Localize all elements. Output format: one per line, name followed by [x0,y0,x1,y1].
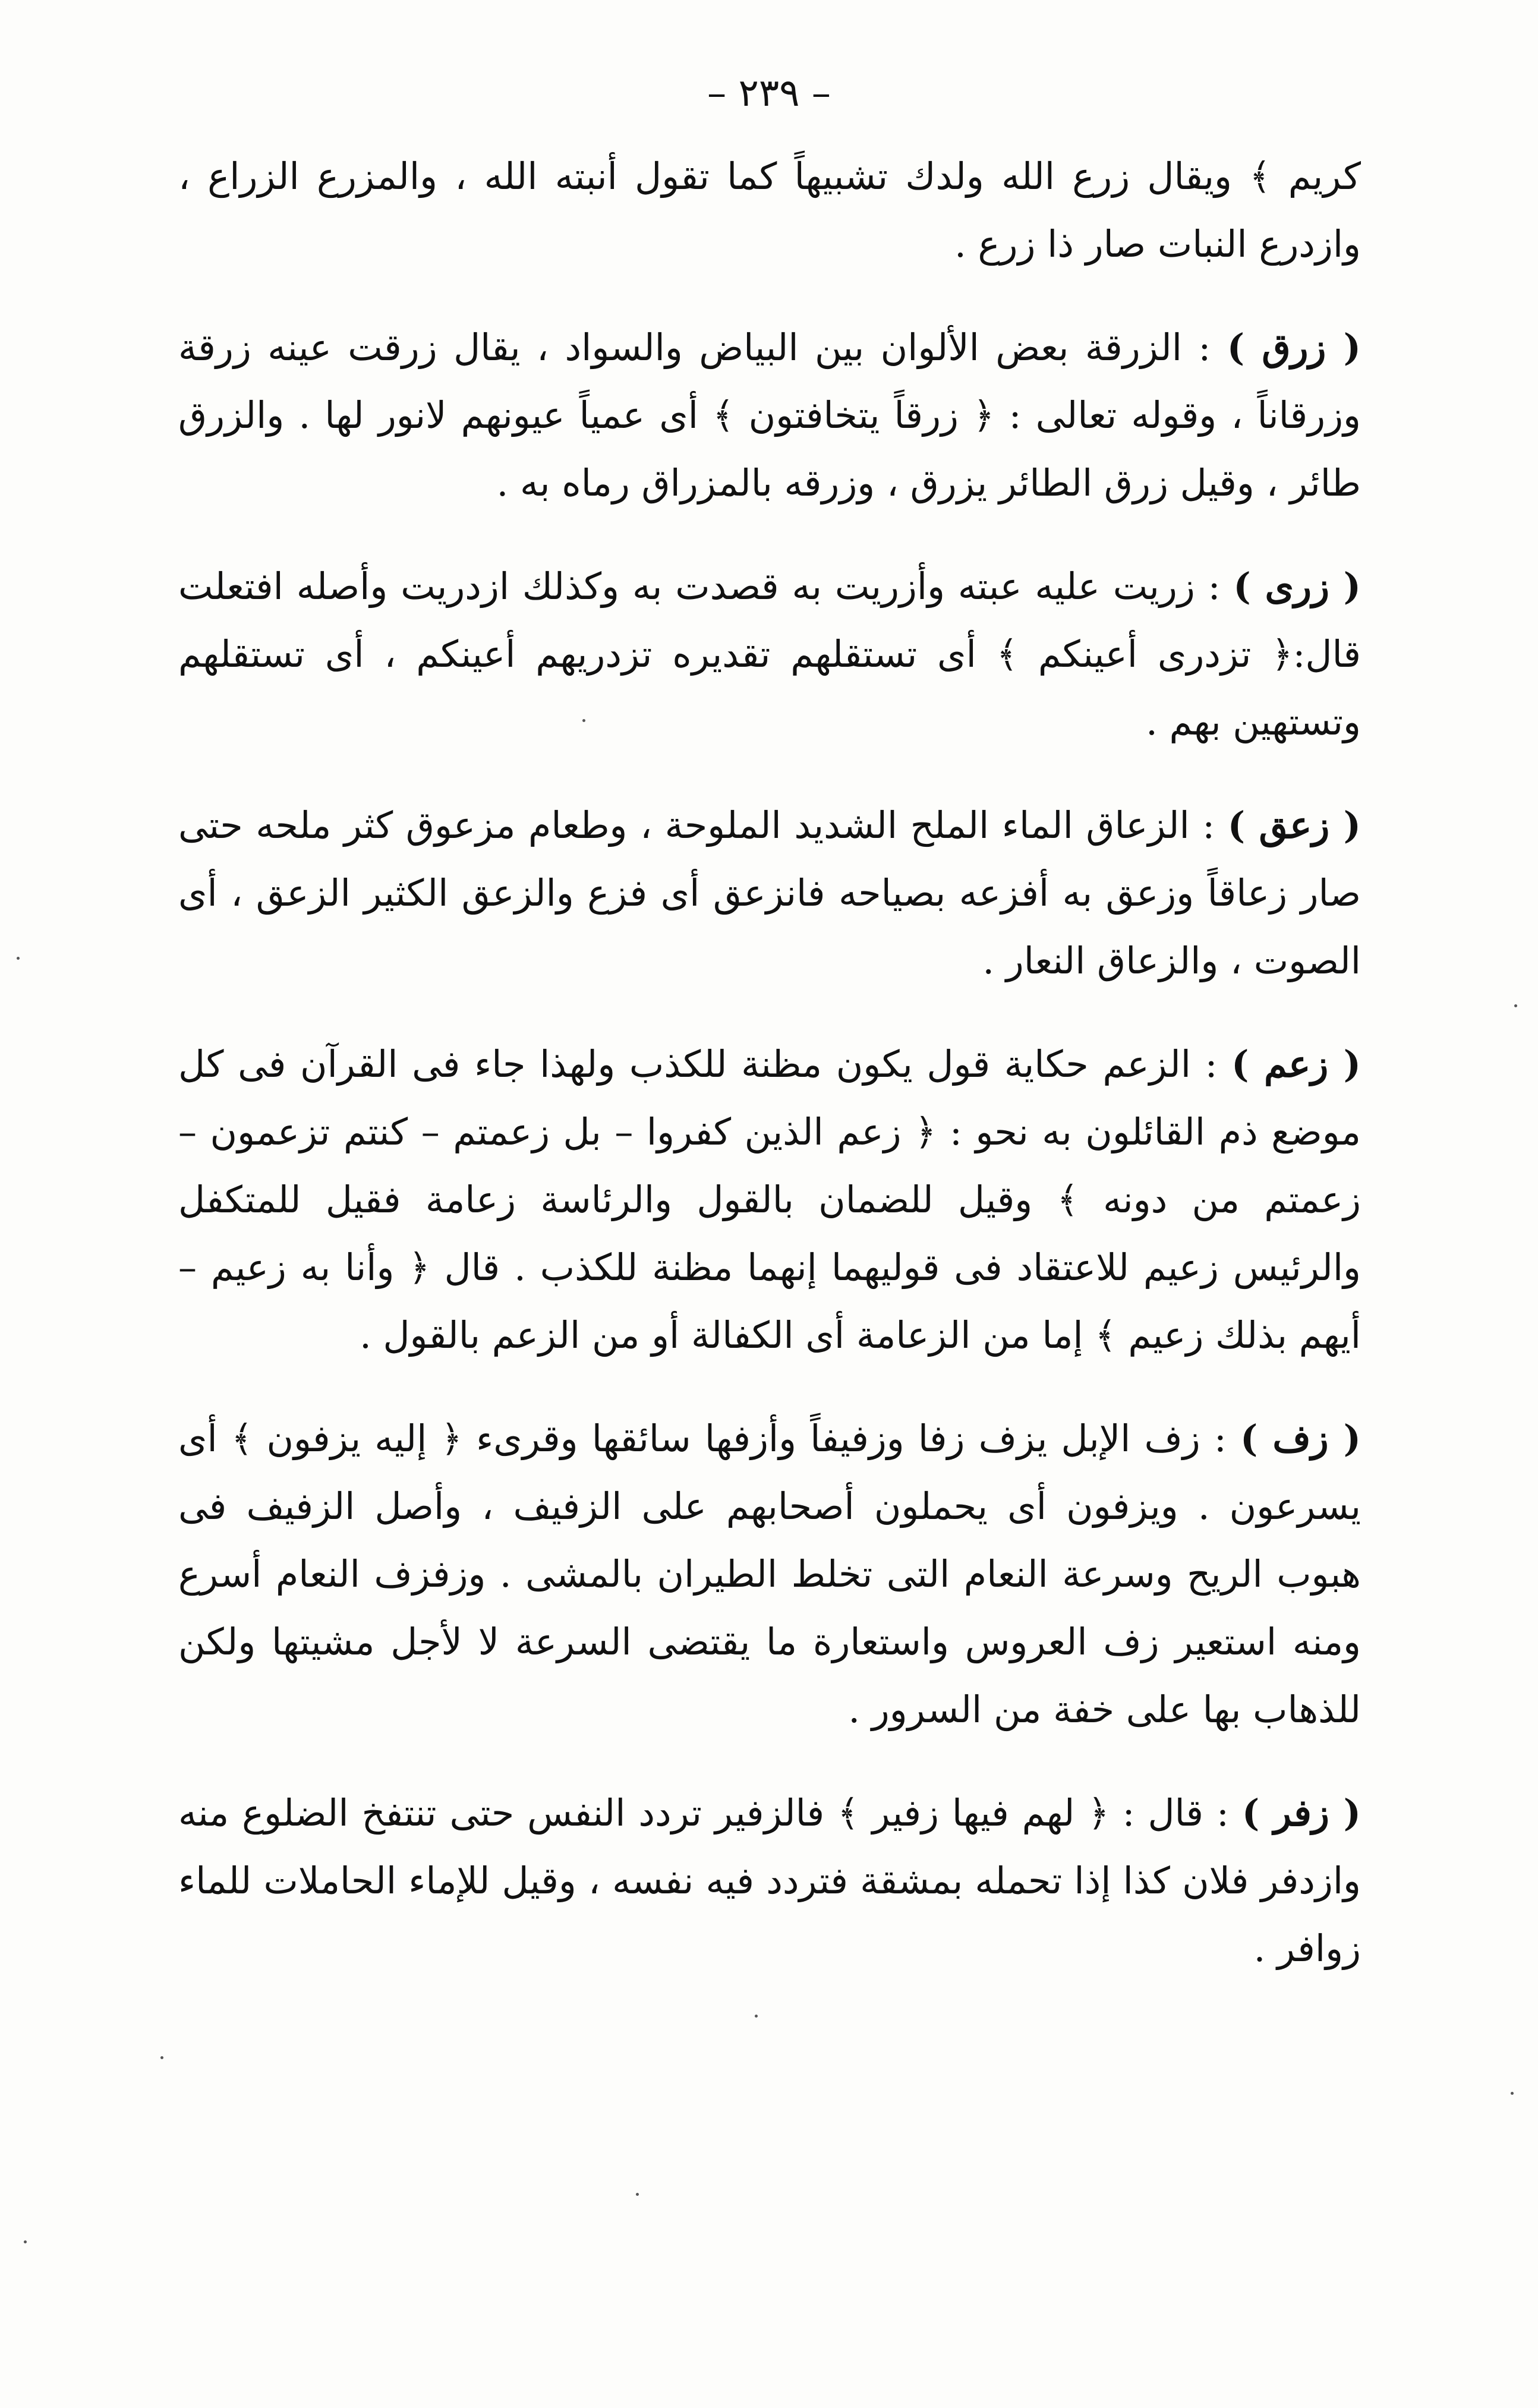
entry-headword: ( زرق ) [1227,326,1361,369]
entry-zaffa [178,1405,1361,1744]
entry-text: : قال : ﴿ لهم فيها زفير ﴾ فالزفير تردد النفس حتى تنتفخ الضلوع منه وازدفر فلان كذا إذا تحمله بمشقة فتردد فيه نفسه ، وقيل للإماء الحاملات للماء زوافر . [178,1791,1361,1970]
entry-continuation: كريم ﴾ ويقال زرع الله ولدك تشبيهاً كما تقول أنبته الله ، والمزرع الزراع ، وازدرع النبات صار ذا زرع . [178,155,1361,266]
scan-speck [636,2193,639,2196]
entry-headword: ( زفر ) [1241,1791,1361,1835]
entry-text: : زريت عليه عبته وأزريت به قصدت به وكذلك ازدريت وأصله افتعلت قال:﴿ تزدرى أعينكم ﴾ أى تستقلهم تقديره تزدريهم أعينكم ، أى تستقلهم وتستهين بهم . [178,565,1361,743]
scan-speck [1514,1004,1517,1007]
page-number: – ٢٣٩ – [707,71,831,115]
dictionary-text [178,143,1361,2018]
entry-zaaqa [178,792,1361,995]
entry-zaama [178,1030,1361,1369]
scan-speck [582,719,585,722]
scan-speck [17,957,20,960]
entry-headword: ( زعم ) [1231,1042,1361,1086]
entry-text: : الزعاق الماء الملح الشديد الملوحة ، وطعام مزعوق كثر ملحه حتى صار زعاقاً وزعق به أفزعه بصياحه فانزعق أى فزع والزعق الكثير الزعق ، أى الصوت ، والزعاق النعار . [178,803,1361,982]
scan-speck [755,2015,758,2018]
entry-headword: ( زعق ) [1227,803,1361,847]
scan-speck [1511,2092,1514,2095]
entry-text: : الزعم حكاية قول يكون مظنة للكذب ولهذا جاء فى القرآن فى كل موضع ذم القائلون به نحو : ﴿ زعم الذين كفروا – بل زعمتم – كنتم تزعمون – زعمتم من دونه ﴾ وقيل للضمان بالقول والرئاسة زعامة فقيل للمتكفل والرئيس زعيم للاعتقاد فى قوليهما إنهما مظنة للكذب . قال ﴿ وأنا به زعيم – أيهم بذلك زعيم ﴾ إما من الزعامة أى الكفالة أو من الزعم بالقول . [178,1042,1361,1357]
entry-headword: ( زف ) [1240,1417,1361,1460]
entry-text: : زف الإبل يزف زفا وزفيفاً وأزفها سائقها وقرىء ﴿ إليه يزفون ﴾ أى يسرعون . ويزفون أى يحملون أصحابهم على الزفيف ، وأصل الزفيف فى هبوب الريح وسرعة النعام التى تخلط الطيران بالمشى . وزفزف النعام أسرع ومنه استعير زف العروس واستعارة ما يقتضى السرعة لا لأجل مشيتها ولكن للذهاب بها على خفة من السرور . [178,1417,1361,1731]
scan-speck [160,2056,163,2059]
entry-zara [178,553,1361,756]
entry-zafara [178,1779,1361,1982]
entry-text: : الزرقة بعض الألوان بين البياض والسواد ، يقال زرقت عينه زرقة وزرقاناً ، وقوله تعالى : ﴿ زرقاً يتخافتون ﴾ أى عمياً عيونهم لانور لها . والزرق طائر ، وقيل زرق الطائر يزرق ، وزرقه بالمزراق رماه به . [178,326,1361,505]
entry-headword: ( زرى ) [1233,565,1361,608]
entry-zaraqa [178,314,1361,517]
scan-speck [24,2240,27,2243]
